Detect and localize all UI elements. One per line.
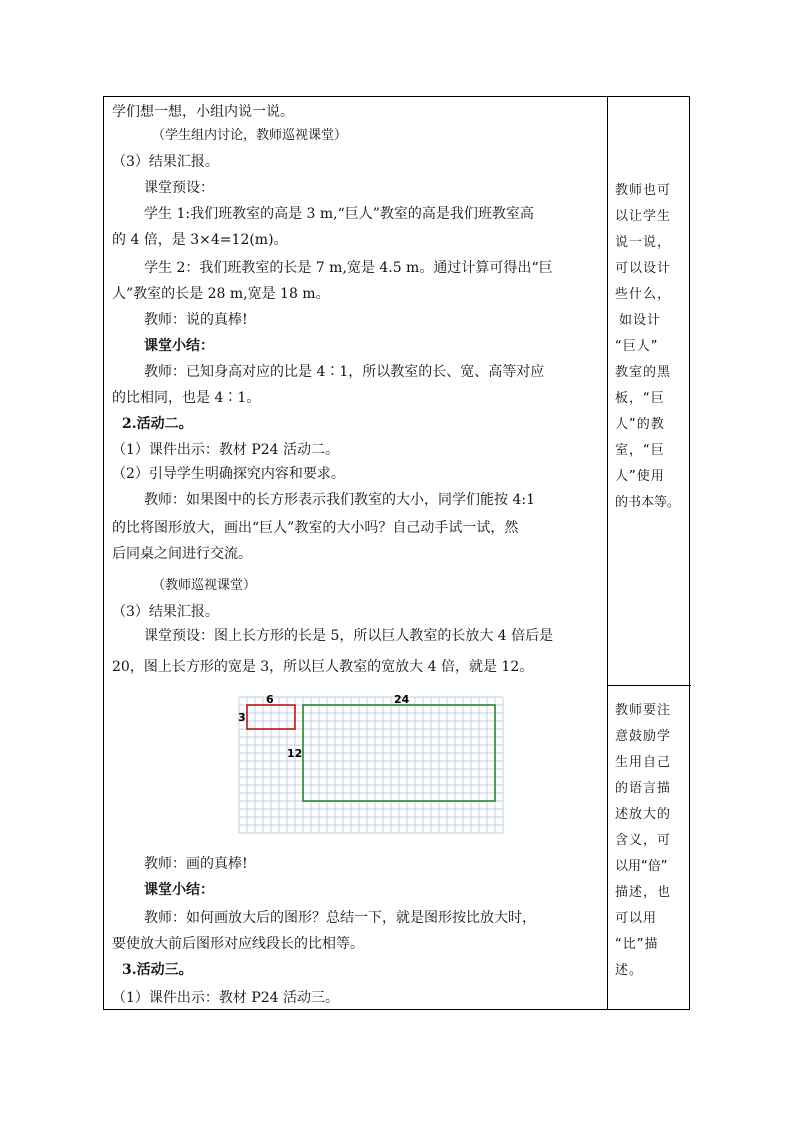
- big-width-label: 24: [394, 695, 410, 706]
- text-line: （3）结果汇报。: [112, 604, 219, 620]
- note-line: 描述，也: [615, 885, 672, 900]
- lesson-table: [103, 96, 690, 1010]
- note-line: 意鼓励学: [615, 729, 672, 744]
- text-line: （3）结果汇报。: [112, 154, 219, 170]
- text-line: （学生组内讨论，教师巡视课堂）: [152, 128, 348, 143]
- note-line: 的语言描: [615, 781, 672, 796]
- text-line: 教师：说的真棒!: [144, 312, 248, 328]
- note-line: “巨人”: [615, 339, 659, 354]
- enlargement-grid-figure: [237, 695, 507, 839]
- text-line: 的 4 倍，是 3×4=12(m)。: [112, 232, 288, 248]
- activity-heading: 2.活动二。: [122, 416, 193, 432]
- text-line: 要使放大前后图形对应线段长的比相等。: [112, 936, 364, 952]
- text-line: 20，图上长方形的宽是 3，所以巨人教室的宽放大 4 倍，就是 12。: [112, 659, 534, 675]
- text-line: （1）课件出示：教材 P24 活动二。: [112, 442, 340, 458]
- note-line: 的书本等。: [615, 495, 681, 510]
- text-line: （1）课件出示：教材 P24 活动三。: [112, 990, 340, 1006]
- note-line: 教师要注: [615, 703, 672, 718]
- note-line: 以让学生: [615, 209, 672, 224]
- note-line: 人”的教: [615, 417, 665, 432]
- column-divider: [607, 97, 608, 1009]
- note-line: 述。: [615, 963, 644, 978]
- note-line: “比”描: [615, 937, 659, 952]
- text-line: 教师：画的真棒!: [144, 856, 248, 872]
- note-line: 如设计: [619, 313, 662, 328]
- summary-heading: 课堂小结：: [144, 882, 214, 898]
- text-line: 课堂预设：: [144, 180, 214, 196]
- text-line: 学生 2：我们班教室的长是 7 m,宽是 4.5 m。通过计算可得出“巨: [144, 260, 553, 276]
- activity-heading: 3.活动三。: [122, 962, 193, 978]
- note-line: 室，“巨: [615, 443, 665, 458]
- text-line: （教师巡视课堂）: [152, 578, 257, 593]
- text-line: 课堂预设：图上长方形的长是 5，所以巨人教室的长放大 4 倍后是: [144, 628, 554, 644]
- grid-diagram: [237, 695, 507, 835]
- small-width-label: 6: [266, 695, 274, 706]
- note-line: 以用“倍”: [615, 859, 668, 874]
- note-line: 述放大的: [615, 807, 672, 822]
- note-line: 说一说，: [615, 235, 672, 250]
- text-line: （2）引导学生明确探究内容和要求。: [112, 466, 345, 482]
- text-line: 教师：如果图中的长方形表示我们教室的大小，同学们能按 4:1: [144, 492, 535, 508]
- note-line: 板，“巨: [615, 391, 665, 406]
- text-line: 教师：如何画放大后的图形？总结一下，就是图形按比放大时，: [144, 910, 536, 926]
- grid-lines: [239, 697, 503, 833]
- note-line: 教室的黑: [615, 365, 672, 380]
- summary-heading: 课堂小结：: [144, 338, 214, 354]
- small-height-label: 3: [238, 711, 246, 724]
- notes-row-divider: [607, 685, 691, 686]
- text-line: 学生 1:我们班教室的高是 3 m,“巨人”教室的高是我们班教室高: [144, 206, 534, 222]
- note-line: 些什么，: [615, 287, 672, 302]
- note-line: 人”使用: [615, 469, 665, 484]
- text-line: 的比将图形放大，画出“巨人”教室的大小吗？自己动手试一试，然: [112, 520, 519, 536]
- note-line: 可以用: [615, 911, 658, 926]
- big-height-label: 12: [287, 747, 303, 760]
- note-line: 教师也可: [615, 183, 672, 198]
- text-line: 学们想一想，小组内说一说。: [112, 104, 294, 120]
- text-line: 教师：已知身高对应的比是 4∶1，所以教室的长、宽、高等对应: [144, 364, 545, 380]
- note-line: 含义，可: [615, 833, 672, 848]
- note-line: 可以设计: [615, 261, 672, 276]
- text-line: 后同桌之间进行交流。: [112, 546, 252, 562]
- note-line: 生用自己: [615, 755, 672, 770]
- text-line: 人”教室的长是 28 m,宽是 18 m。: [112, 286, 330, 302]
- text-line: 的比相同，也是 4∶1。: [112, 390, 261, 406]
